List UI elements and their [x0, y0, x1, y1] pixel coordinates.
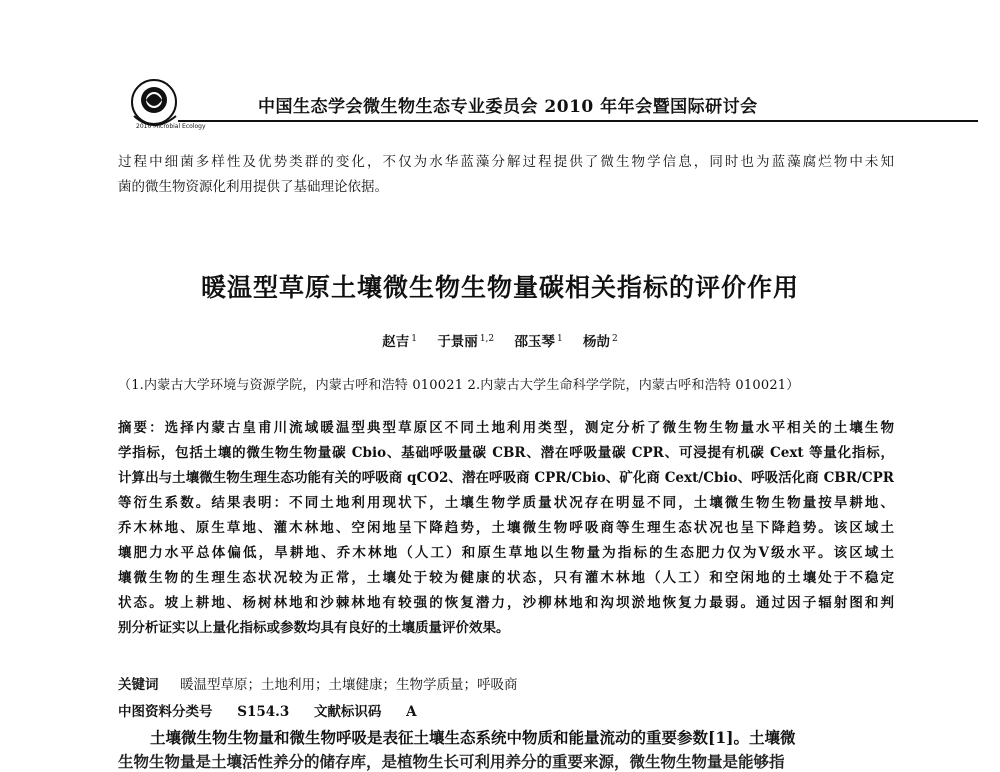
- abstract-line: 等衍生系数。结果表明：不同土地利用现状下，土壤生物学质量状况存在明显不同，土壤微生物生物量按旱耕地、: [118, 495, 894, 511]
- abstract-line: 摘要：选择内蒙古皇甫川流域暖温型典型草原区不同土地利用类型，测定分析了微生物生物量水平相关的土壤生物: [118, 420, 894, 436]
- keywords-value: 暖温型草原；土地利用；土壤健康；生物学质量；呼吸商: [179, 677, 518, 693]
- intro-line: 过程中细菌多样性及优势类群的变化，不仅为水华蓝藻分解过程提供了微生物学信息，同时也为蓝藻腐烂物中未知: [118, 154, 894, 170]
- doc-value: A: [406, 704, 417, 720]
- class-label: 中图资料分类号: [118, 704, 213, 720]
- author: 赵吉 $^1$: [382, 333, 418, 350]
- abstract-line: 别分析证实以上量化指标或参数均具有良好的土壤质量评价效果。: [118, 620, 510, 636]
- intro-line: 菌的微生物资源化利用提供了基础理论依据。: [118, 179, 388, 195]
- keywords: [118, 673, 517, 693]
- keywords-label: 关键词: [118, 677, 159, 693]
- author-list: [0, 330, 1000, 350]
- conference-title: 中国生态学会微生物生态专业委员会 2010 年年会暨国际研讨会: [258, 97, 758, 117]
- author: 邵玉琴 $^1$: [514, 333, 563, 350]
- logo-text: 2010 Microbial Ecology: [136, 123, 206, 130]
- class-value: S154.3: [237, 704, 290, 720]
- abstract: [118, 416, 894, 641]
- abstract-line: 计算出与土壤微生物生理生态功能有关的呼吸商 qCO2、潜在呼吸商 CPR/Cbio、矿化商 Cext/Cbio、呼吸活化商 CBR/CPR: [118, 470, 894, 486]
- page-header: [118, 72, 918, 130]
- abstract-line: 状态。坡上耕地、杨树林地和沙棘林地有较强的恢复潜力，沙柳林地和沟坝淤地恢复力最弱。通过因子辐射图和判: [118, 595, 894, 611]
- classification: [118, 700, 437, 720]
- previous-article-tail: [118, 150, 894, 200]
- abstract-line: 乔木林地、原生草地、灌木林地、空闲地呈下降趋势，土壤微生物呼吸商等生理生态状况也呈下降趋势。该区域土: [118, 520, 894, 536]
- header-divider: [178, 120, 978, 122]
- paper-title: 暖温型草原土壤微生物生物量碳相关指标的评价作用: [200, 273, 799, 302]
- body-paragraph-line: 生物生物量是土壤活性养分的储存库，是植物生长可利用养分的重要来源，微生物生物量是能够指: [118, 752, 785, 771]
- conference-logo-icon: [118, 72, 206, 132]
- body-paragraph-line: 土壤微生物生物量和微生物呼吸是表征土壤生态系统中物质和能量流动的重要参数[1]。土壤微: [150, 728, 796, 747]
- abstract-line: 学指标，包括土壤的微生物生物量碳 Cbio、基础呼吸量碳 CBR、潜在呼吸量碳 CPR、可浸提有机碳 Cext 等量化指标，: [118, 445, 894, 461]
- doc-label: 文献标识码: [313, 704, 382, 720]
- author: 于景丽 $^{1,2}$: [437, 333, 495, 350]
- abstract-line: 壤微生物的生理生态状况较为正常，土壤处于较为健康的状态，只有灌木林地（人工）和空闲地的土壤处于不稳定: [118, 570, 894, 586]
- affiliations: （1.内蒙古大学环境与资源学院，内蒙古呼和浩特 010021 2.内蒙古大学生命科学学院，内蒙古呼和浩特 010021）: [118, 378, 800, 393]
- abstract-line: 壤肥力水平总体偏低，旱耕地、乔木林地（人工）和原生草地以生物量为指标的生态肥力仅为Ⅴ级水平。该区域土: [118, 545, 894, 561]
- author: 杨劼 $^2$: [582, 333, 618, 350]
